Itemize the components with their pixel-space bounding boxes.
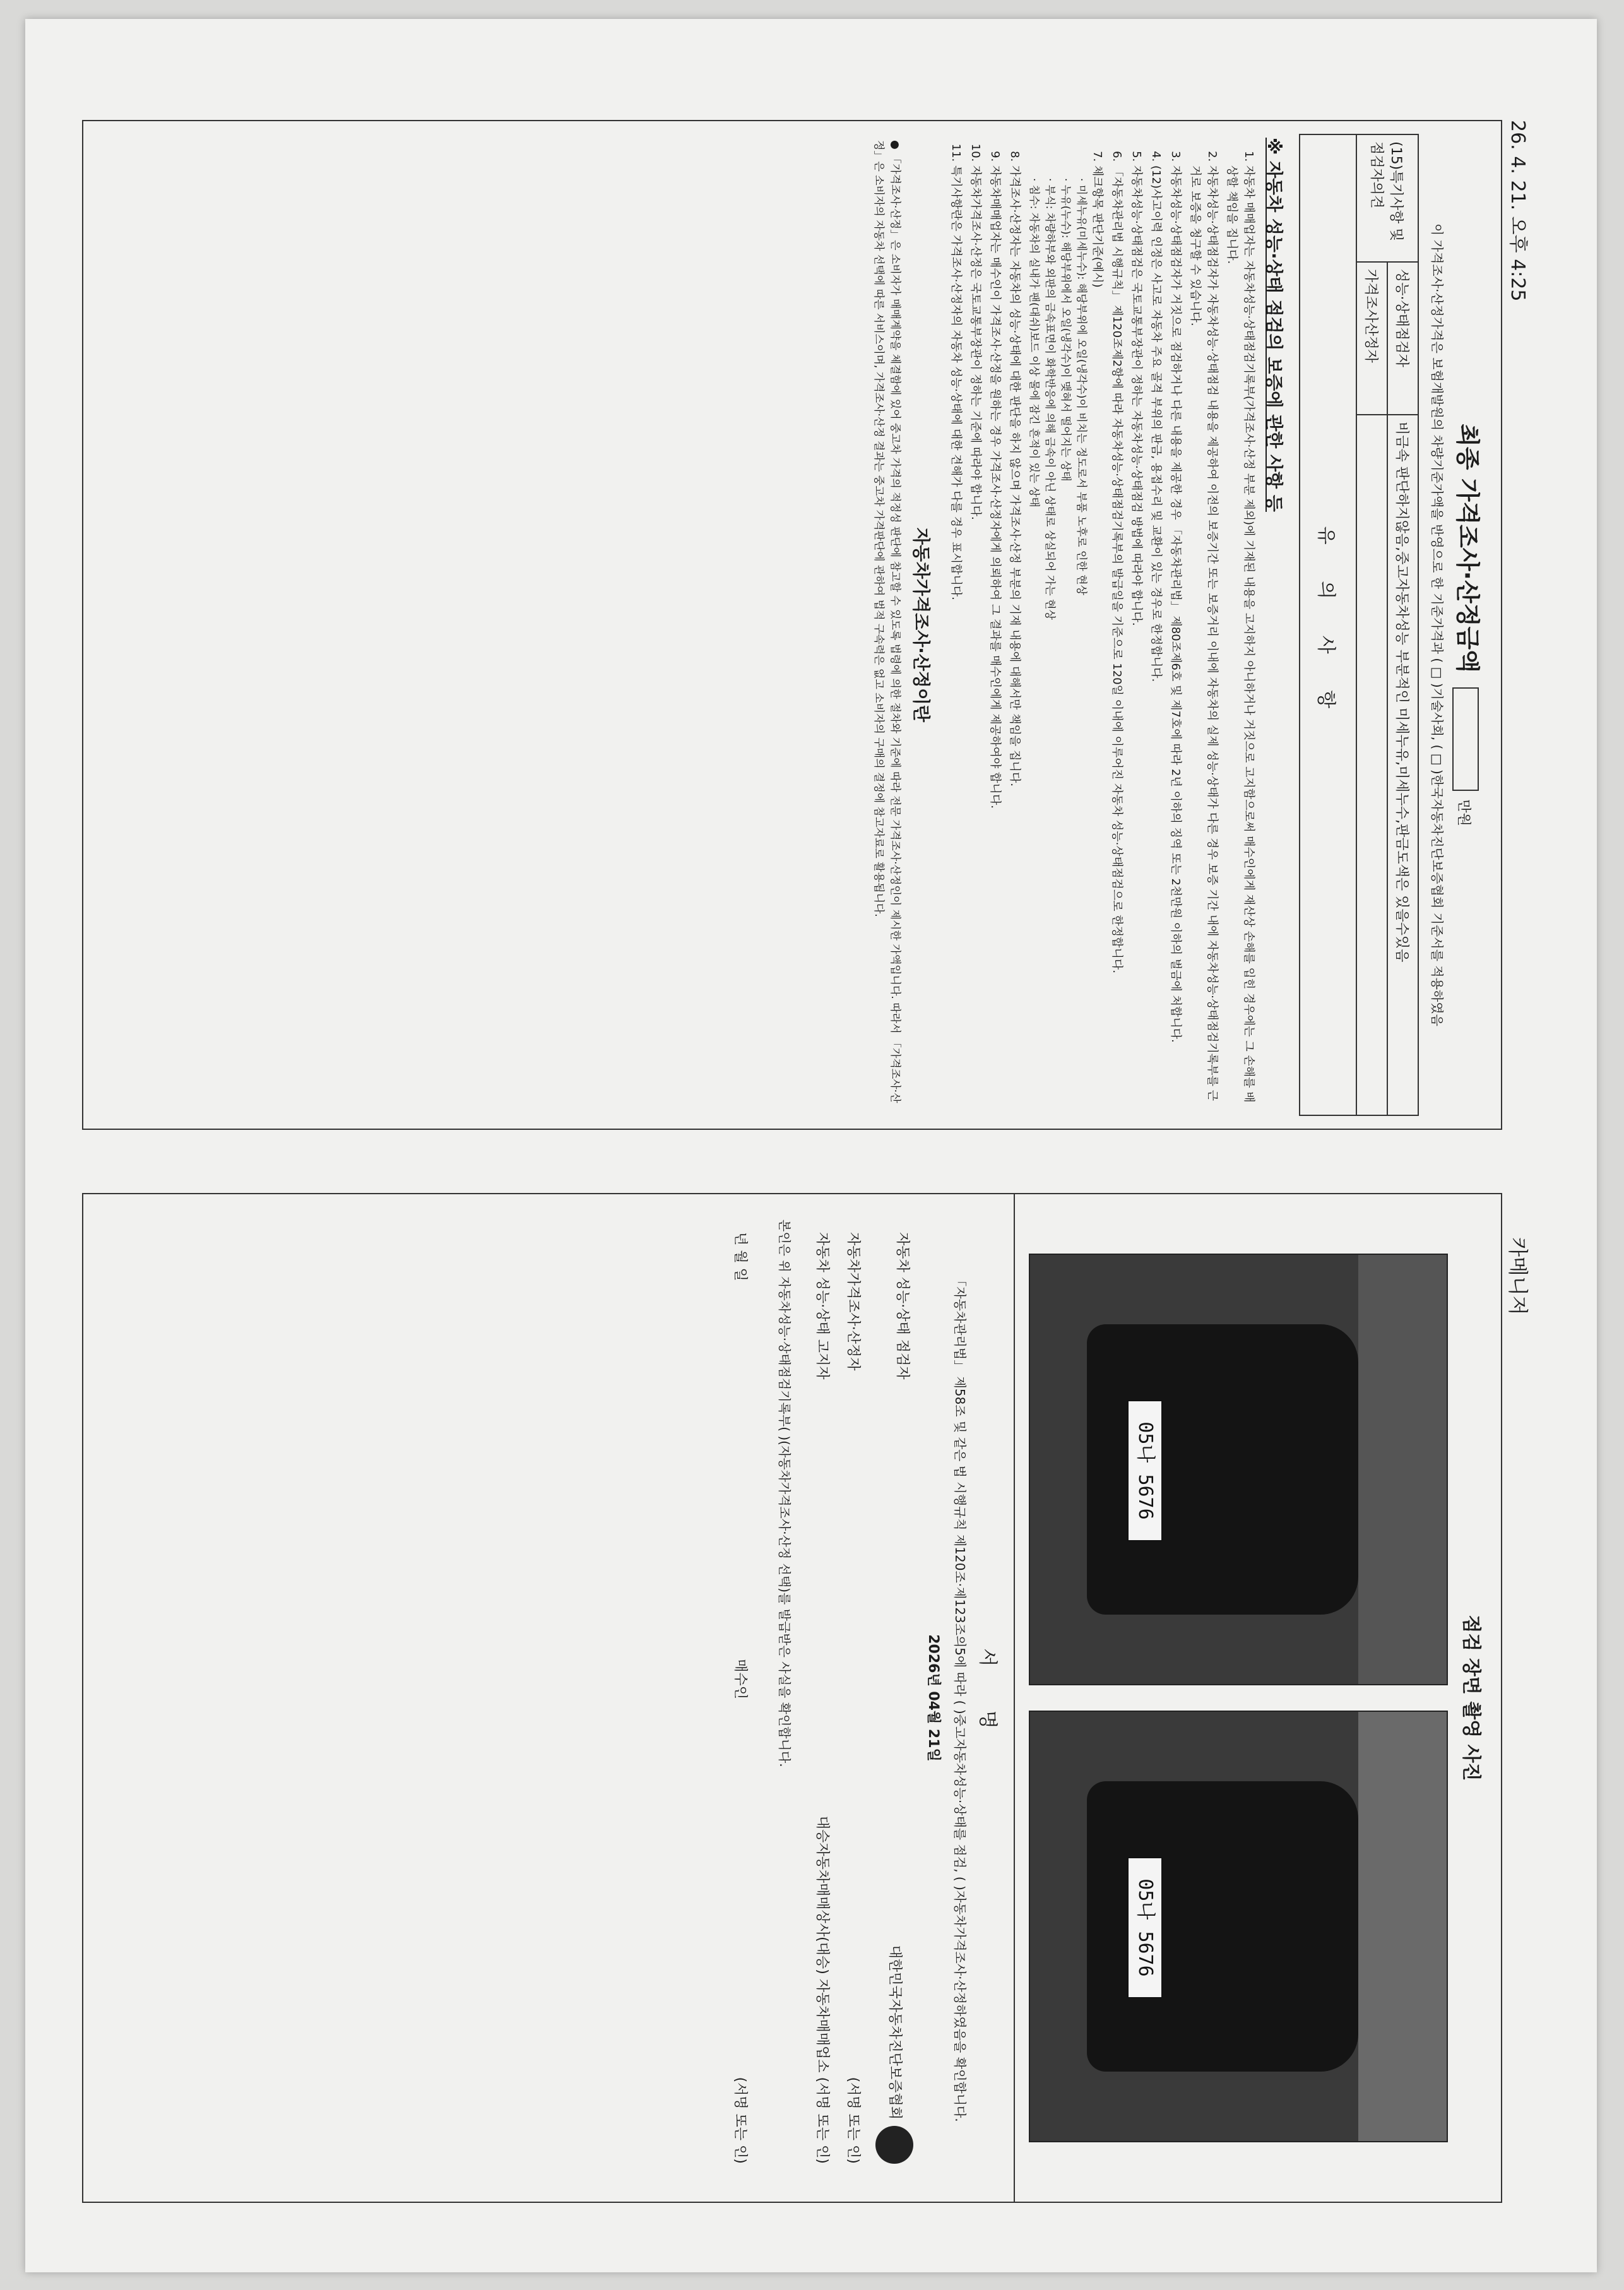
inspector-label: 성능·상태점검자 [1387,262,1418,415]
buyer-seal: (서명 또는 인) [732,2077,748,2164]
remarks-row-label: (15)특기사항 및 점검자의견 [1356,134,1418,262]
inspector-name: 대한민국자동차진단보증협회 [887,1945,903,2120]
photo-section-title: 점검 장면 촬영 사진 [1460,1615,1482,1781]
signature-date: 2026년 04월 21일 [925,1634,941,1762]
buyer-sign-row [732,1232,751,2164]
seal-icon [875,2126,913,2164]
notifier-name: 대승자동차매매상사(대승) 자동차매매업소 (서명 또는 인) [814,1815,830,2164]
criteria-sublist [1026,178,1089,1110]
inspector-remark: 비금속 판단하지않음,중고자동차성능 부분적인 미세누유,미세누수,판금도색은 있을수있음 [1387,415,1418,1115]
list-item: 1. 자동차 매매업자는 자동차성능·상태점검기록부(가격조사·산정 부분 제외)에 기재된 내용을 고지하지 아니하거나 거짓으로 고지함으로써 매수인에게 재산상 손해를 입힌 경우에는 그 손해를 배상할 책임을 집니다. [1223,165,1257,1110]
list-item: 4. (12)사고이력 인정은 사고로 자동차 주요 골격 부위의 판금, 용접수리 및 교환이 있는 경우로 한정합니다. [1147,165,1165,1110]
license-plate-rear: 05나 5676 [1127,1857,1163,1998]
sublist-item: · 누유(누수): 해당부위에서 오일(냉각수)이 맺혀서 떨어지는 상태 [1059,178,1072,482]
definition-note: ● 「가격조사·산정」은 소비자가 매매계약을 체결함에 있어 중고차 가격의 적정성 판단에 참고할 수 있도록 법령에 의한 절차와 기준에 따라 전문 가격조사·산정인이 제시한 가액입니다. 따라서 「가격조사·산정」은 소비자의 자동차 선택에 따른 서비스이며, 가격조사·산정 결과는 중고차 가격판단에 관하여 법적 구속력은 없고 소비자의 구매의 결정에 참고자료로 활용됩니다. [872,140,901,1103]
list-item: 2. 자동차성능·상태점검자가 자동차성능·상태점검 내용을 제공하여 이전의 보증기간 또는 보증거리 이내에 자동차의 실제 성능·상태가 다른 경우 보증 기간 내에 자동차성능·상태점검기록부를 근거로 보증을 청구할 수 있습니다. [1187,165,1221,1110]
rear-photo [1029,1711,1448,2142]
print-timestamp: 26. 4. 21. 오후 4:25 [1507,120,1529,302]
price-sign-label: 자동차가격조사·산정자 [845,1232,861,1371]
remarks-table [1299,134,1419,1116]
buyer-confirm-text: 본인은 위 자동차성능·상태점검기록부( )(자동차가격조사·산정 선택)를 발급받은 사실을 확인합니다. [777,1219,792,1767]
caution-heading: 유 의 사 항 [1300,134,1356,1115]
signature-title: 서 명 [976,1194,1015,2202]
inspector-sign-row [875,1232,913,2164]
final-price-header [1452,121,1487,1129]
price-assessor-remark [1356,415,1387,1115]
list-item: 8. 가격조사·산정자는 자동차의 성능·상태에 대한 판단을 하지 않으며 가격조사·산정 부분의 기재 내용에 대해서만 책임을 집니다. [1006,165,1023,1110]
definition-title: 자동차가격조사·산정이란 [911,527,932,723]
scanned-page [25,19,1597,2272]
app-name: 카메니저 [1506,1237,1530,1315]
sublist-item: · 부식: 차량하부와 외판의 금속표면이 화학반응에 의해 금속이 아닌 상태로 상실되어 가는 현상 [1043,178,1056,620]
right-panel [82,1193,1502,2203]
notifier-sign-label: 자동차 성능·상태 고지자 [814,1232,830,1380]
sublist-item: · 침수: 자동차의 실내가 팬(대쉬)보드 이상 물에 잠긴 흔적이 있는 상태 [1028,178,1040,507]
warranty-section-title: ※ 자동차 성능·상태 점검의 보증에 관한 사항 등 [1264,138,1284,512]
sublist-item: · 미세누유(미세누수): 해당부위에 오일(냉각수)이 비치는 정도로서 부품 노후로 인한 현상 [1075,178,1088,596]
front-photo [1029,1254,1448,1685]
price-sign-row [845,1232,864,2164]
price-unit: 만원 [1455,799,1471,826]
left-panel [82,120,1502,1130]
buyer-date-blank: 년 월 일 [732,1232,748,1281]
buyer-label: 매수인 [732,1659,748,1700]
warranty-items [947,165,1257,1110]
list-item: 10. 자동차가격조사·산정은 국토교통부장관이 정하는 기준에 따라야 합니다. [967,165,984,1110]
list-item: 5. 자동차성능·상태점검은 국토교통부장관이 정하는 자동차성능·상태점검 방법에 따라야 합니다. [1128,165,1145,1110]
list-item: 9. 자동차매매업자는 매수인이 가격조사·산정을 원하는 경우 가격조사·산정자에게 의뢰하여 그 결과를 매수인에게 제공하여야 합니다. [987,165,1004,1110]
price-subtitle: 이 가격조사·산정가격은 보험개발원의 차량기준가액을 반영으로 한 기준가격과 ( □ )기술사회, ( □ )한국자동차진단보증협회 기준서를 적용하였음 [1430,223,1445,1026]
list-item: 11. 특기사항란은 가격조사·산정자의 자동차 성능·상태에 대한 견해가 다를 경우 표시합니다. [947,165,964,1110]
inspector-sign-label: 자동차 성능·상태 점검자 [894,1232,910,1380]
photo-row [1029,1194,1448,2202]
notifier-sign-row [814,1232,833,2164]
license-plate-front: 05나 5676 [1127,1400,1163,1541]
signature-statement: 「자동차관리법」 제58조 및 같은 법 시행규칙 제120조·제123조의5에 따라 ( )중고자동차성능·상태를 점검, ( )자동차가격조사·산정하였음을 확인합니다. [952,1274,968,2122]
final-price-title: 최종 가격조사·산정금액 [1454,424,1481,673]
price-sign-seal: (서명 또는 인) [845,2077,861,2164]
list-item: 6. 「자동차관리법 시행규칙」 제120조제2항에 따라 자동차성능·상태점검기록부의 발급일을 기준으로 120일 이내에 이루어진 자동차 성능·상태점검으로 한정합니다. [1108,165,1125,1110]
price-box [1453,687,1479,791]
list-item: 7. 체크항목 판단기준(예시) · 미세누유(미세누수): 해당부위에 오일(냉각수)이 비치는 정도로서 부품 노후로 인한 현상 · 누유(누수): 해당부위에서 오일(냉각수)이 맺혀서 떨어지는 상태 · 부식: 차량하부와 외판의 금속표면이 화학반응에 의해 금속이 아닌 상태로 상실되어 가는 현상 · 침수: 자동차의 실내가 팬(대쉬)보드 이상 물에 잠긴 흔적이 있는 상태 [1026,165,1106,1110]
price-assessor-label: 가격조사산정자 [1356,262,1387,415]
list-item: 3. 자동차성능·상태점검자가 거짓으로 점검하거나 다른 내용을 제공한 경우 「자동차관리법」 제80조제6호 및 제7호에 따라 2년 이하의 징역 또는 2천만원 이하의 벌금에 처합니다. [1167,165,1184,1110]
